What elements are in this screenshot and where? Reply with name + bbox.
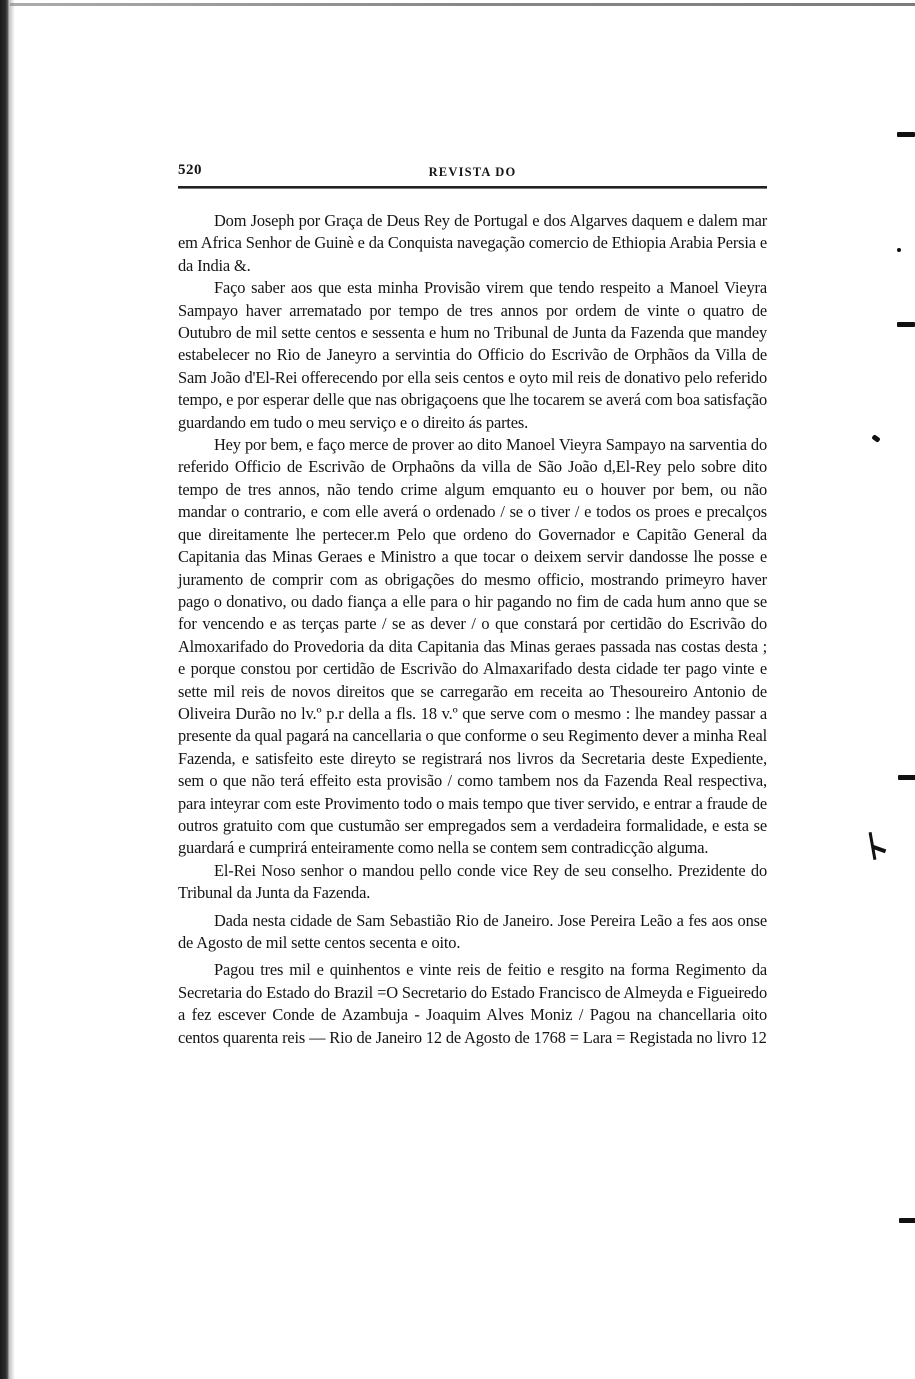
margin-mark [897,132,915,137]
paragraph-preamble: Faço saber aos que esta minha Provisão virem que tendo respeito a Manoel Vieyra Sampayo haver arrematado por tempo de tres annos por ordem de vinte o quatro de Outubro de mil sette centos e sessenta e hum no Tribunal de Junta da Fazenda que mandey estabelecer no Rio de Janeyro a servintia do Officio do Escrivão de Orphãos da Villa de Sam João d'El-Rei offerecendo por ella seis centos e oyto mil reis de donativo pelo referido tempo, e por esperar delle que nas obrigaçoens que lhe tocarem se averá com boa satisfação guardando em tudo o meu serviço e o direito ás partes. [178,278,767,432]
paragraph-command: El-Rei Noso senhor o mandou pello conde vice Rey de seu conselho. Prezidente do Tribunal da Junta da Fazenda. [178,860,767,903]
paragraph-date: Dada nesta cidade de Sam Sebastião Rio de Janeiro. Jose Pereira Leão a fes aos onse de Agosto de mil sette centos secenta e oito. [178,910,767,952]
page-top-edge [10,3,915,6]
paragraph-payment: Pagou tres mil e quinhentos e vinte reis de feitio e resgito na forma Regimento da Secretaria do Estado do Brazil =O Secretario do Estado Francisco de Almeyda e Figueiredo a fez escever Conde de Azambuja - Joaquim Alves Moniz / Pagou na chancellaria oito centos quarenta reis — Rio de Janeiro 12 de Agosto de 1768 = Lara = Registada no livro 12 [178,960,767,1047]
paragraph-salutation: Dom Joseph por Graça de Deus Rey de Portugal e dos Algarves daquem e dalem mar em Africa Senhor de Guinè e da Conquista navegação comercio de Ethiopia Arabia Persia e da India &. [178,211,767,275]
header-rule [178,186,767,189]
document-page [178,160,767,1049]
book-binding-edge [0,0,9,1379]
binding-shadow [9,0,15,1379]
margin-mark [899,1218,915,1223]
running-title: REVISTA DO [428,165,517,179]
running-header [178,160,767,186]
margin-mark [898,775,915,780]
paragraph-provision: Hey por bem, e faço merce de prover ao dito Manoel Vieyra Sampayo na sarventia do referido Officio de Escrivão de Orphaõns da villa de São João d,El-Rey pelo sobre dito tempo de tres annos, não tendo crime algum emquanto eu o houver por bem, ou não mandar o contrario, e com elle averá o ordenado / se o tiver / e todos os proes e precalços que direitamente lhe pertecer.m Pelo que ordeno do Governador e Capitão General da Capitania das Minas Geraes e Ministro a que tocar o deixem servir dandosse lhe posse e juramento de comprir com as obrigações do mesmo officio, mostrando primeyro haver pago o donativo, ou dado fiança a elle para o hir pagando no fim de cada hum anno que se for vencendo e as terças parte / se as dever / o que constará por certidão do Escrivão do Almoxarifado do Provedoria da dita Capitania das Minas geraes passada nas costas desta ; e porque constou por certidão de Escrivão do Almaxarifado desta cidade ter pago vinte e sette mil reis de novos direitos que se carregarão em receita ao Thesoureiro Antonio de Oliveira Durão no lv.º p.r della a fls. 18 v.º que serve com o mesmo : lhe mandey passar a presente da qual pagará na cancellaria o que conforme o seu Regimento dever a minha Real Fazenda, e satisfeito este direyto se registrará nos livros da Secretaria deste Expediente, sem o que não terá effeito esta provisão / como tambem nos da Fazenda Real respectiva, para inteyrar com este Provimento todo o mais tempo que tiver servido, e entrar a fraude de outros gratuito com que custumão ser empregados sem a verdadeira formalidade, e esta se guardará e cumprirá enteiramente como nella se contem sem contradicção alguma. [178,435,767,858]
page-number: 520 [178,162,202,178]
margin-mark [897,248,901,252]
margin-mark [871,434,880,443]
document-body [178,210,767,1049]
margin-mark [897,322,915,327]
